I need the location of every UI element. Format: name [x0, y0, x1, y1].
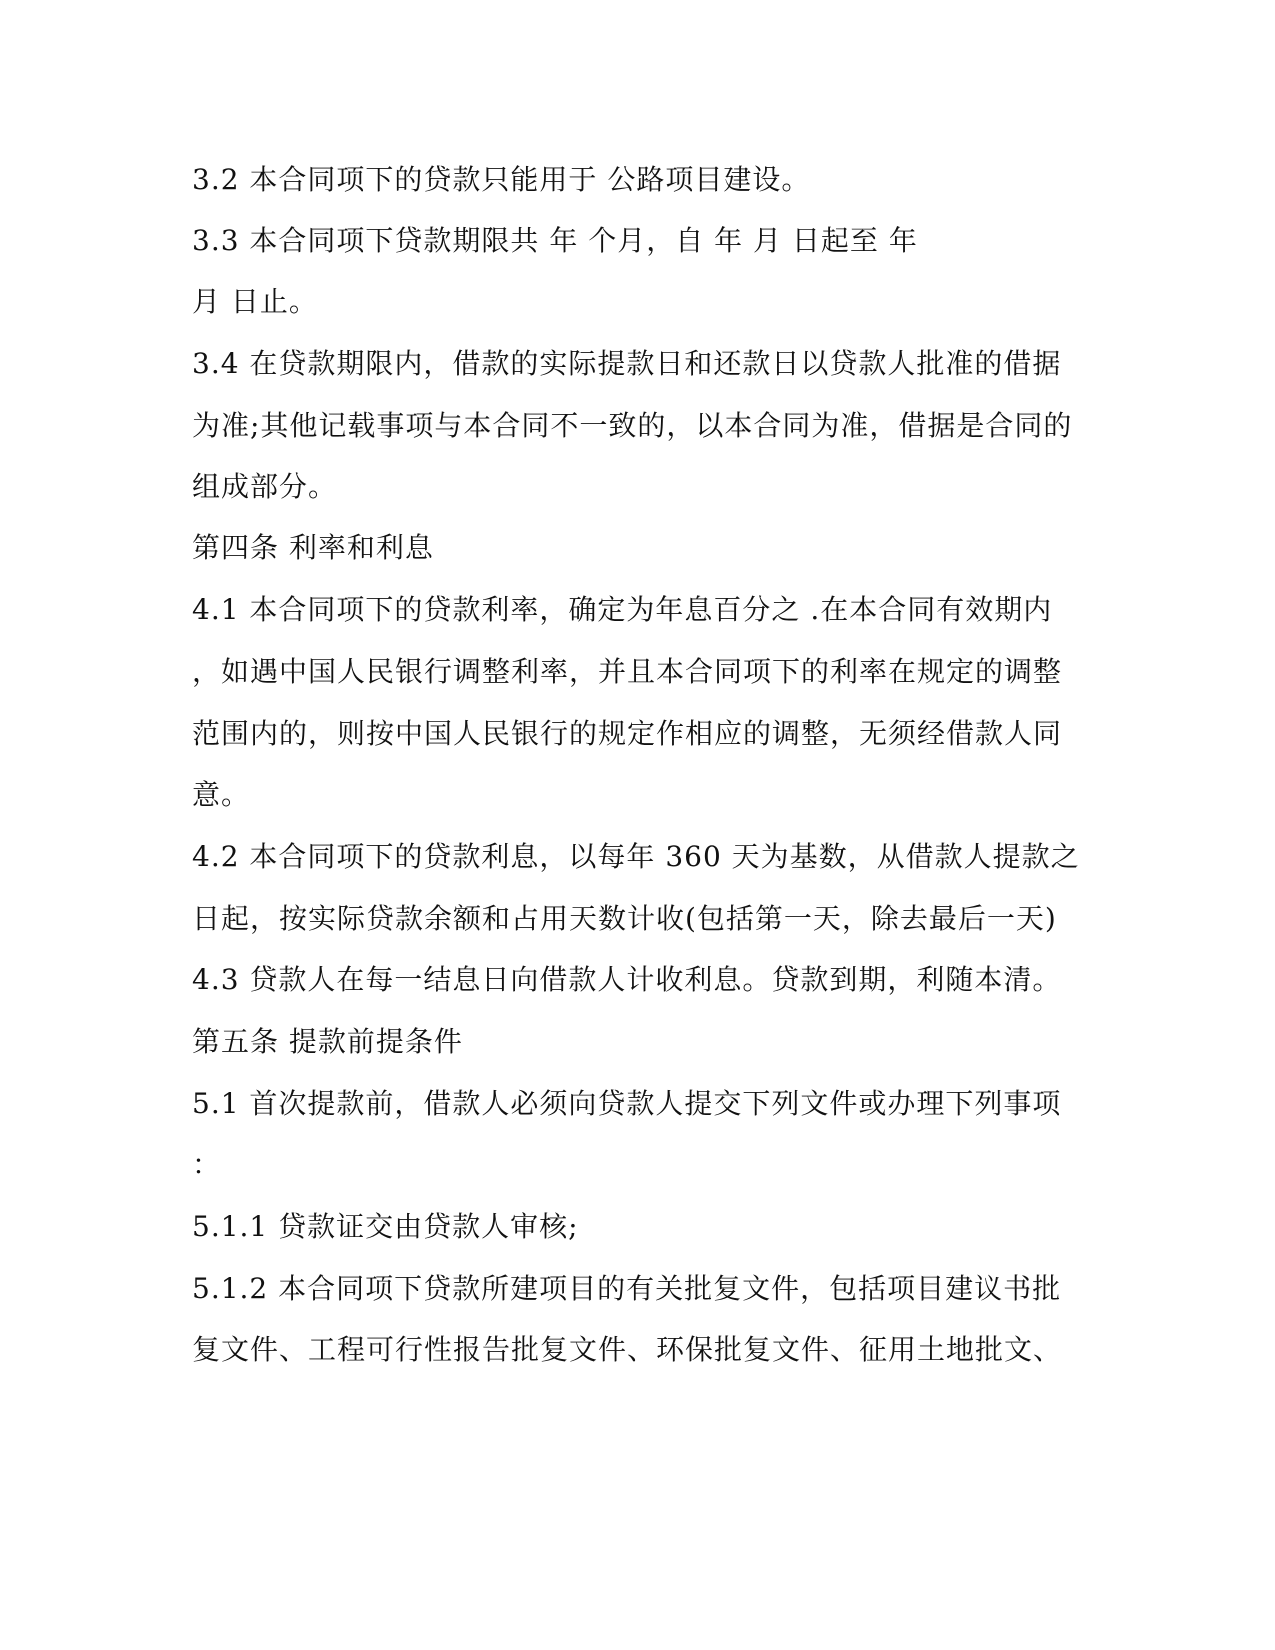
clause-3-3-continued: 月 日止。: [192, 285, 318, 318]
clause-4-1-line-2: ，如遇中国人民银行调整利率，并且本合同项下的利率在规定的调整: [192, 655, 1063, 688]
clause-5-1-2-line-2: 复文件、工程可行性报告批复文件、环保批复文件、征用土地批文、: [192, 1333, 1063, 1366]
clause-4-2-line-2: 日起，按实际贷款余额和占用天数计收(包括第一天，除去最后一天): [192, 902, 1057, 935]
clause-5-1-2: 5.1.2 本合同项下贷款所建项目的有关批复文件，包括项目建议书批: [192, 1272, 1062, 1305]
clause-5-1-colon: ：: [192, 1148, 222, 1181]
clause-3-3: 3.3 本合同项下贷款期限共 年 个月，自 年 月 日起至 年: [192, 224, 918, 257]
clause-3-4: 3.4 在贷款期限内，借款的实际提款日和还款日以贷款人批准的借据: [192, 347, 1062, 380]
clause-3-4-line-3: 组成部分。: [192, 470, 338, 503]
clause-3-2: 3.2 本合同项下的贷款只能用于 公路项目建设。: [192, 163, 811, 196]
clause-4-1: 4.1 本合同项下的贷款利率，确定为年息百分之 .在本合同有效期内: [192, 593, 1053, 626]
clause-5-1-1: 5.1.1 贷款证交由贷款人审核;: [192, 1210, 579, 1243]
article-4-heading: 第四条 利率和利息: [192, 531, 434, 564]
clause-4-1-line-4: 意。: [192, 778, 251, 811]
clause-4-2: 4.2 本合同项下的贷款利息，以每年 360 天为基数，从借款人提款之: [192, 840, 1080, 873]
clause-3-4-line-2: 为准;其他记载事项与本合同不一致的，以本合同为准，借据是合同的: [192, 409, 1073, 442]
clause-5-1: 5.1 首次提款前，借款人必须向贷款人提交下列文件或办理下列事项: [192, 1087, 1062, 1120]
clause-4-3: 4.3 贷款人在每一结息日向借款人计收利息。贷款到期，利随本清。: [192, 963, 1062, 996]
clause-4-1-line-3: 范围内的，则按中国人民银行的规定作相应的调整，无须经借款人同: [192, 717, 1063, 750]
article-5-heading: 第五条 提款前提条件: [192, 1025, 463, 1058]
